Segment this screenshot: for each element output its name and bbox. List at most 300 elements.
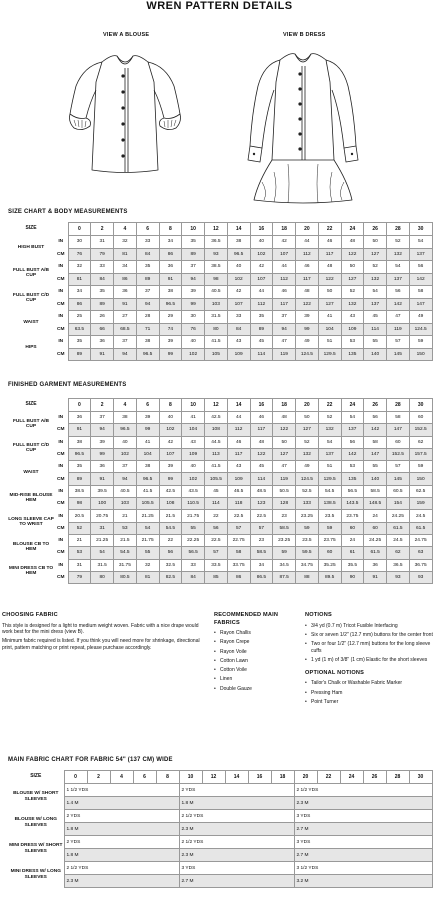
size-header-cell: 18	[273, 223, 296, 236]
value-cell: 114	[205, 498, 228, 510]
choosing-fabric-section	[2, 612, 202, 654]
view-a-label: VIEW A BLOUSE	[103, 32, 150, 38]
value-cell: 43.5	[182, 485, 205, 497]
value-cell: 2.3 M	[179, 823, 294, 836]
value-cell: 21.75	[182, 510, 205, 522]
unit-label: IN	[54, 534, 68, 546]
value-cell: 105.5	[205, 473, 228, 485]
body-measurements-table	[8, 222, 433, 361]
value-cell: 50	[341, 261, 364, 274]
value-cell: 58	[387, 412, 410, 424]
finished-measurements-title: FINISHED GARMENT MEASUREMENTS	[8, 382, 127, 388]
value-cell: 36	[91, 461, 114, 473]
value-cell: 80.5	[114, 571, 137, 583]
value-cell: 21	[68, 534, 91, 546]
value-cell: 87.5	[273, 571, 296, 583]
unit-label: IN	[54, 436, 68, 448]
value-cell: 129.5	[318, 473, 341, 485]
value-cell: 3 1/2 YDS	[294, 862, 432, 875]
unit-label: IN	[54, 412, 68, 424]
value-cell: 44.5	[205, 436, 228, 448]
value-cell: 112	[273, 273, 296, 286]
value-cell: 112	[250, 298, 273, 311]
value-cell: 96.5	[68, 448, 91, 460]
value-cell: 110.5	[182, 498, 205, 510]
unit-label: IN	[54, 510, 68, 522]
value-cell: 91	[91, 473, 114, 485]
value-cell: 34	[250, 559, 273, 571]
table-row	[8, 298, 432, 311]
table-row	[8, 862, 432, 875]
value-cell: 54	[341, 412, 364, 424]
value-cell: 60	[387, 436, 410, 448]
notion-item: • 3/4 yd (0.7 m) Tricot Fusible Interfacing	[305, 623, 435, 630]
value-cell: 105	[205, 348, 228, 361]
value-cell: 36	[68, 412, 91, 424]
value-cell: 132	[341, 298, 364, 311]
size-header-cell: 4	[110, 771, 133, 784]
value-cell: 46	[296, 261, 319, 274]
value-cell: 22.5	[205, 534, 228, 546]
unit-label: CM	[54, 298, 68, 311]
value-cell: 40	[182, 461, 205, 473]
table-row	[8, 498, 432, 510]
value-cell: 38	[159, 286, 182, 299]
value-cell: 21.25	[136, 510, 159, 522]
value-cell: 32	[68, 261, 91, 274]
unit-label: CM	[54, 473, 68, 485]
value-cell: 118	[227, 498, 250, 510]
value-cell: 53	[341, 336, 364, 349]
value-cell: 39	[296, 311, 319, 324]
value-cell: 96.5	[159, 298, 182, 311]
value-cell: 3 YDS	[179, 862, 294, 875]
value-cell: 57	[205, 547, 228, 559]
table-row	[8, 559, 432, 571]
value-cell: 52	[296, 436, 319, 448]
value-cell: 36.5	[205, 236, 228, 249]
value-cell: 28	[136, 311, 159, 324]
value-cell: 142	[409, 273, 432, 286]
value-cell: 84	[136, 248, 159, 261]
value-cell: 38	[114, 412, 137, 424]
size-header-cell: 12	[202, 771, 225, 784]
value-cell: 96.5	[136, 348, 159, 361]
value-cell: 20.75	[91, 510, 114, 522]
value-cell: 47	[273, 461, 296, 473]
value-cell: 46	[273, 286, 296, 299]
table-row	[8, 571, 432, 583]
size-header-cell: 24	[341, 223, 364, 236]
value-cell: 37	[136, 286, 159, 299]
value-cell: 42	[250, 261, 273, 274]
unit-label: CM	[54, 571, 68, 583]
value-cell: 22.5	[227, 510, 250, 522]
value-cell: 127	[273, 448, 296, 460]
unit-label: CM	[54, 348, 68, 361]
value-cell: 107	[159, 448, 182, 460]
value-cell: 86.5	[250, 571, 273, 583]
value-cell: 44	[273, 261, 296, 274]
value-cell: 91	[68, 424, 91, 436]
table-row	[8, 534, 432, 546]
value-cell: 38	[136, 461, 159, 473]
value-cell: 31	[91, 522, 114, 534]
value-cell: 32	[136, 559, 159, 571]
value-cell: 32	[114, 236, 137, 249]
value-cell: 124.5	[296, 473, 319, 485]
value-cell: 50	[364, 236, 387, 249]
value-cell: 52	[318, 412, 341, 424]
value-cell: 122	[318, 273, 341, 286]
size-header-cell: 6	[136, 223, 159, 236]
value-cell: 48	[318, 261, 341, 274]
value-cell: 132	[318, 424, 341, 436]
value-cell: 98	[205, 273, 228, 286]
value-cell: 89.5	[318, 571, 341, 583]
value-cell: 44	[250, 286, 273, 299]
value-cell: 94	[273, 323, 296, 336]
unit-label: IN	[54, 485, 68, 497]
table-row	[8, 424, 432, 436]
value-cell: 60	[318, 547, 341, 559]
value-cell: 23	[250, 534, 273, 546]
value-cell: 94	[91, 424, 114, 436]
value-cell: 80	[91, 571, 114, 583]
value-cell: 137	[387, 273, 410, 286]
value-cell: 54	[136, 522, 159, 534]
value-cell: 142	[387, 298, 410, 311]
row-label: WAIST	[8, 461, 54, 486]
size-header-cell: 28	[387, 223, 410, 236]
value-cell: 35	[68, 336, 91, 349]
value-cell: 90	[341, 571, 364, 583]
value-cell: 24.25	[387, 510, 410, 522]
unit-label: IN	[54, 559, 68, 571]
value-cell: 34	[159, 236, 182, 249]
value-cell: 55	[364, 336, 387, 349]
value-cell: 1.8 M	[179, 797, 294, 810]
value-cell: 23	[273, 510, 296, 522]
value-cell: 50	[318, 286, 341, 299]
table-row	[8, 248, 432, 261]
value-cell: 147	[387, 424, 410, 436]
value-cell: 108	[205, 424, 228, 436]
value-cell: 2.7 M	[294, 823, 432, 836]
value-cell: 27	[114, 311, 137, 324]
body-measurements-title: SIZE CHART & BODY MEASUREMENTS	[8, 209, 128, 215]
unit-label: CM	[54, 522, 68, 534]
table-row	[8, 875, 432, 888]
value-cell: 38	[68, 436, 91, 448]
size-header-cell: 8	[159, 223, 182, 236]
value-cell: 59	[318, 522, 341, 534]
unit-label: CM	[54, 248, 68, 261]
value-cell: 59	[273, 547, 296, 559]
choosing-fabric-heading: CHOOSING FABRIC	[2, 612, 58, 618]
value-cell: 105.5	[136, 498, 159, 510]
size-label: SIZE	[8, 223, 54, 236]
value-cell: 60	[409, 412, 432, 424]
value-cell: 1.8 M	[64, 849, 179, 862]
value-cell: 99	[136, 424, 159, 436]
value-cell: 89	[250, 323, 273, 336]
value-cell: 137	[318, 448, 341, 460]
value-cell: 3.2 M	[294, 875, 432, 888]
value-cell: 89	[182, 248, 205, 261]
unit-label: CM	[54, 424, 68, 436]
value-cell: 41	[182, 412, 205, 424]
table-row	[8, 810, 432, 823]
value-cell: 41	[136, 436, 159, 448]
row-label: MINI DRESS W/ SHORT SLEEVES	[8, 836, 64, 862]
value-cell: 84	[227, 323, 250, 336]
value-cell: 39	[159, 461, 182, 473]
row-label: BLOUSE W/ LONG SLEEVES	[8, 810, 64, 836]
value-cell: 127	[296, 424, 319, 436]
value-cell: 50.5	[273, 485, 296, 497]
value-cell: 40.5	[114, 485, 137, 497]
value-cell: 142	[341, 448, 364, 460]
size-header-cell: 14	[227, 399, 250, 412]
value-cell: 122	[273, 424, 296, 436]
value-cell: 40	[114, 436, 137, 448]
value-cell: 107	[227, 298, 250, 311]
value-cell: 24	[341, 534, 364, 546]
row-label: FULL BUST C/D CUP	[8, 286, 54, 311]
optional-notion-item: • Tailor's Chalk or Washable Fabric Marker	[305, 680, 435, 687]
value-cell: 104	[182, 424, 205, 436]
value-cell: 26	[91, 311, 114, 324]
value-cell: 36	[114, 286, 137, 299]
size-header-cell: 14	[227, 223, 250, 236]
row-label: HIPS	[8, 336, 54, 361]
row-label: MINI DRESS CB TO HEM	[8, 559, 54, 584]
value-cell: 127	[318, 298, 341, 311]
value-cell: 117	[227, 448, 250, 460]
size-header-cell: 22	[318, 223, 341, 236]
size-header-cell: 4	[114, 223, 137, 236]
value-cell: 21	[114, 510, 137, 522]
unit-label: CM	[54, 323, 68, 336]
finished-measurements-table	[8, 398, 433, 584]
table-row	[8, 485, 432, 497]
value-cell: 54.5	[114, 547, 137, 559]
value-cell: 71	[136, 323, 159, 336]
size-header-cell: 10	[179, 771, 202, 784]
value-cell: 102	[114, 448, 137, 460]
table-row	[8, 412, 432, 424]
value-cell: 58	[364, 436, 387, 448]
row-label: HIGH BUST	[8, 236, 54, 261]
value-cell: 132	[387, 248, 410, 261]
value-cell: 23.25	[273, 534, 296, 546]
dress-illustration	[238, 42, 368, 207]
size-header-row	[8, 399, 432, 412]
value-cell: 23.25	[296, 510, 319, 522]
value-cell: 22.25	[182, 534, 205, 546]
value-cell: 117	[296, 273, 319, 286]
value-cell: 93	[205, 248, 228, 261]
value-cell: 52.5	[296, 485, 319, 497]
value-cell: 52	[341, 286, 364, 299]
fabric-item: • Double Gauze	[214, 686, 294, 693]
value-cell: 54	[318, 436, 341, 448]
value-cell: 114	[250, 348, 273, 361]
value-cell: 38	[227, 236, 250, 249]
value-cell: 37	[91, 412, 114, 424]
value-cell: 42.5	[159, 485, 182, 497]
value-cell: 88	[296, 571, 319, 583]
value-cell: 102	[250, 248, 273, 261]
value-cell: 54	[91, 547, 114, 559]
value-cell: 109	[227, 473, 250, 485]
table-row	[8, 311, 432, 324]
value-cell: 47	[273, 336, 296, 349]
value-cell: 2.7 M	[294, 849, 432, 862]
value-cell: 48	[273, 412, 296, 424]
value-cell: 60	[341, 522, 364, 534]
value-cell: 22.75	[227, 534, 250, 546]
value-cell: 41	[318, 311, 341, 324]
value-cell: 45	[250, 336, 273, 349]
value-cell: 56	[364, 412, 387, 424]
value-cell: 42	[227, 286, 250, 299]
value-cell: 36.5	[387, 559, 410, 571]
value-cell: 37	[273, 311, 296, 324]
size-header-cell: 12	[205, 399, 228, 412]
size-header-cell: 2	[91, 399, 114, 412]
unit-label: IN	[54, 336, 68, 349]
value-cell: 102	[227, 273, 250, 286]
value-cell: 122	[341, 248, 364, 261]
size-label: SIZE	[8, 399, 54, 412]
value-cell: 59	[296, 522, 319, 534]
fabric-item: • Rayon Crepe	[214, 639, 294, 646]
value-cell: 2 1/2 YDS	[294, 784, 432, 797]
value-cell: 2 1/2 YDS	[64, 862, 179, 875]
size-header-cell: 0	[68, 399, 91, 412]
value-cell: 86	[227, 571, 250, 583]
value-cell: 34.75	[296, 559, 319, 571]
size-header-cell: 28	[386, 771, 409, 784]
value-cell: 135	[341, 473, 364, 485]
value-cell: 44	[296, 236, 319, 249]
value-cell: 132	[364, 273, 387, 286]
value-cell: 96.5	[136, 473, 159, 485]
value-cell: 117	[318, 248, 341, 261]
size-header-cell: 18	[271, 771, 294, 784]
value-cell: 48	[341, 236, 364, 249]
value-cell: 61	[341, 547, 364, 559]
value-cell: 33.5	[205, 559, 228, 571]
unit-label: IN	[54, 261, 68, 274]
table-row	[8, 473, 432, 485]
value-cell: 96.5	[114, 424, 137, 436]
value-cell: 33	[91, 261, 114, 274]
value-cell: 58.5	[273, 522, 296, 534]
table-row	[8, 461, 432, 473]
row-label: FULL BUST A/B CUP	[8, 412, 54, 437]
value-cell: 56.5	[182, 547, 205, 559]
value-cell: 57	[227, 522, 250, 534]
value-cell: 145	[387, 348, 410, 361]
value-cell: 135	[341, 348, 364, 361]
value-cell: 133	[296, 498, 319, 510]
value-cell: 102	[182, 348, 205, 361]
value-cell: 23.75	[318, 534, 341, 546]
value-cell: 94	[114, 348, 137, 361]
value-cell: 47	[387, 311, 410, 324]
value-cell: 102	[182, 473, 205, 485]
value-cell: 113	[205, 448, 228, 460]
row-label: BLOUSE CB TO HEM	[8, 534, 54, 559]
size-header-cell: 26	[363, 771, 386, 784]
value-cell: 114	[364, 323, 387, 336]
table-row	[8, 547, 432, 559]
value-cell: 94	[114, 473, 137, 485]
row-label: FULL BUST C/D CUP	[8, 436, 54, 461]
value-cell: 57	[387, 461, 410, 473]
value-cell: 39	[182, 286, 205, 299]
value-cell: 89	[68, 473, 91, 485]
fabric-chart-title: MAIN FABRIC CHART FOR FABRIC 54" (137 CM) WIDE	[8, 757, 173, 763]
optional-notion-item: • Point Turner	[305, 699, 435, 706]
value-cell: 31.5	[205, 311, 228, 324]
value-cell: 117	[250, 424, 273, 436]
value-cell: 55	[182, 522, 205, 534]
value-cell: 1 1/2 YDS	[64, 784, 179, 797]
value-cell: 54	[364, 286, 387, 299]
value-cell: 86	[68, 298, 91, 311]
value-cell: 56	[205, 522, 228, 534]
value-cell: 35.5	[341, 559, 364, 571]
notion-item: • 1 yd (1 m) of 3/8" (1 cm) Elastic for the short sleeves	[305, 657, 435, 664]
value-cell: 109	[182, 448, 205, 460]
value-cell: 37	[182, 261, 205, 274]
fabric-chart-table	[8, 770, 433, 888]
value-cell: 99	[159, 473, 182, 485]
value-cell: 48.5	[250, 485, 273, 497]
value-cell: 24.5	[387, 534, 410, 546]
value-cell: 36	[159, 261, 182, 274]
optional-notion-item: • Pressing Ham	[305, 690, 435, 697]
value-cell: 58.5	[364, 485, 387, 497]
value-cell: 137	[409, 248, 432, 261]
value-cell: 57	[387, 336, 410, 349]
size-header-cell: 18	[273, 399, 296, 412]
value-cell: 55	[364, 461, 387, 473]
size-header-cell: 0	[68, 223, 91, 236]
size-header-cell: 24	[341, 399, 364, 412]
value-cell: 104	[318, 323, 341, 336]
value-cell: 50	[296, 412, 319, 424]
value-cell: 50	[273, 436, 296, 448]
value-cell: 109	[341, 323, 364, 336]
value-cell: 79	[91, 248, 114, 261]
table-row	[8, 823, 432, 836]
value-cell: 3 YDS	[294, 810, 432, 823]
value-cell: 98	[68, 498, 91, 510]
value-cell: 102	[159, 424, 182, 436]
size-header-cell: 20	[296, 223, 319, 236]
value-cell: 103	[114, 498, 137, 510]
value-cell: 61.5	[409, 522, 432, 534]
fabric-item: • Cotton Voile	[214, 667, 294, 674]
value-cell: 29	[159, 311, 182, 324]
fabric-item: • Linen	[214, 676, 294, 683]
value-cell: 24.75	[409, 534, 432, 546]
